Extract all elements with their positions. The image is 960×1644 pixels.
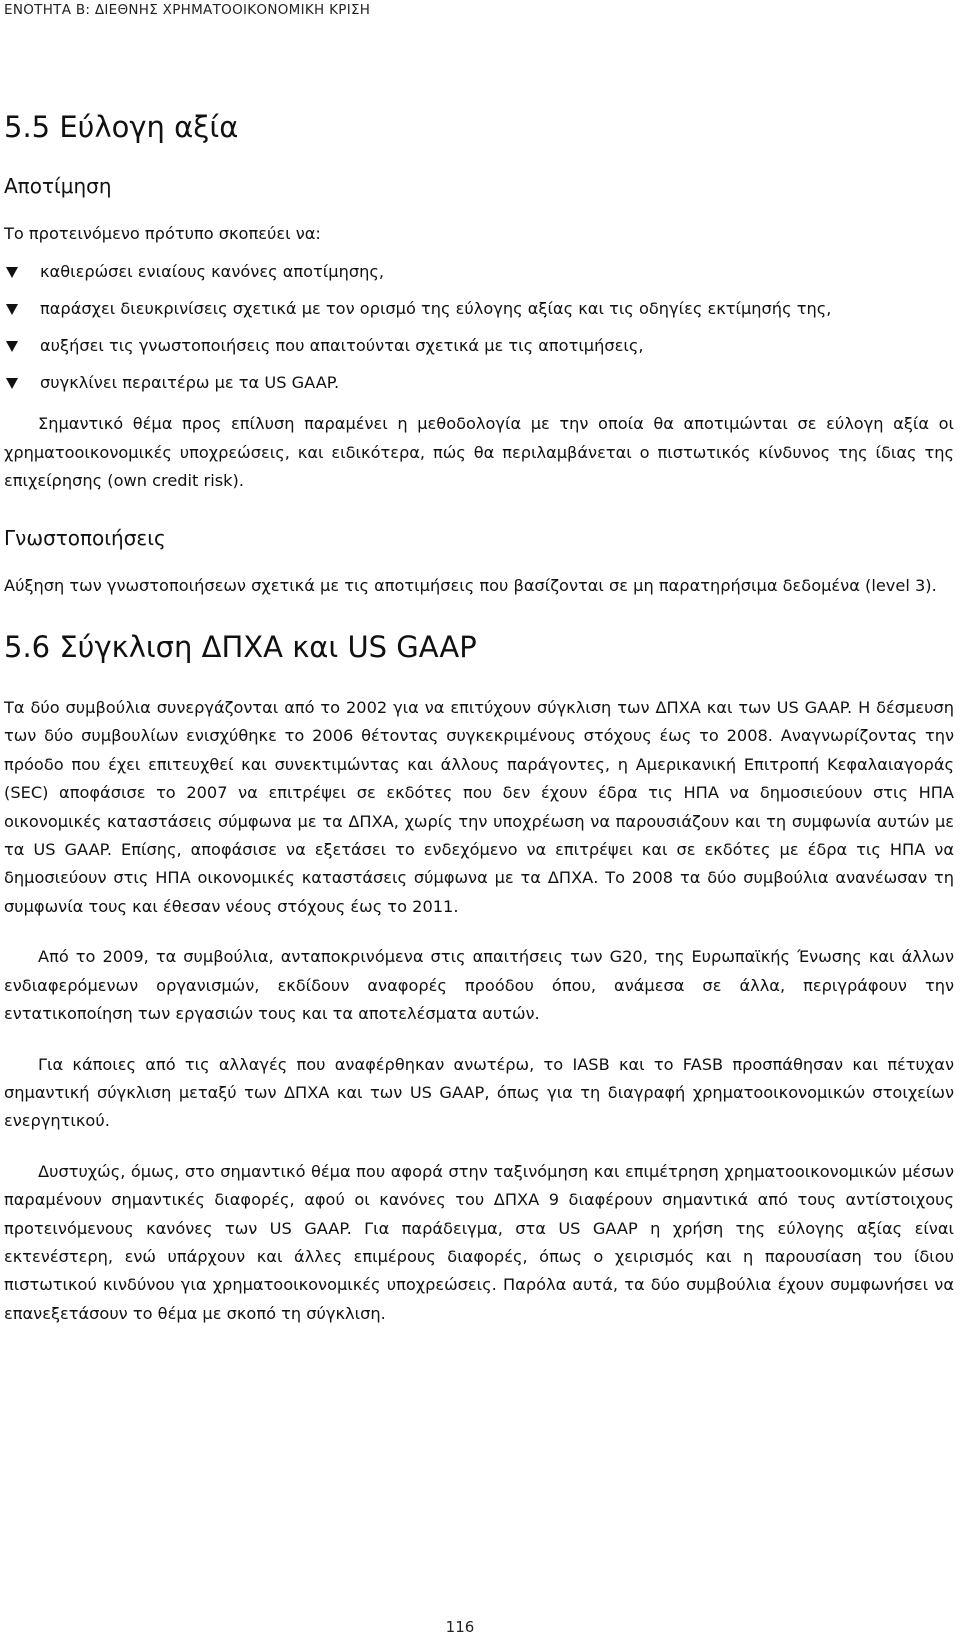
list-item <box>4 299 954 319</box>
section-5-5-title: 5.5 Εύλογη αξία <box>4 110 239 144</box>
list-item <box>4 336 954 356</box>
bullet-text: αυξήσει τις γνωστοποιήσεις που απαιτούνται σχετικά με τις αποτιμήσεις, <box>40 336 644 356</box>
valuation-intro: Το προτεινόμενο πρότυπο σκοπεύει να: <box>4 224 321 243</box>
section-5-6-title: 5.6 Σύγκλιση ΔΠΧΑ και US GAAP <box>4 630 477 665</box>
valuation-bullet-list <box>4 262 954 393</box>
list-item <box>4 373 954 393</box>
convergence-paragraph-3: Για κάποιες από τις αλλαγές που αναφέρθηκαν ανωτέρω, το IASB και το FASB προσπάθησαν και πέτυχαν σημαντική σύγκλιση μεταξύ των ΔΠΧΑ και των US GAAP, όπως για τη διαγραφή χρηματοοικονομικών στοιχείων ενεργητικού. <box>4 1054 954 1131</box>
convergence-paragraph-4: Δυστυχώς, όμως, στο σημαντικό θέμα που αφορά στην ταξινόμηση και επιμέτρηση χρηματοοικονομικών μέσων παραμένουν σημαντικές διαφορές, αφού οι κανόνες του ΔΠΧΑ 9 διαφέρουν σημαντικά από τους αντίστοιχους προτεινόμενους κανόνες των US GAAP. Για παράδειγμα, στα US GAAP η χρήση της εύλογης αξίας είναι εκτενέστερη, ενώ υπάρχουν και άλλες επιμέρους διαφορές, όπως ο χειρισμός και η παρουσίαση του ίδιου πιστωτικού κινδύνου για χρηματοοικονομικές υποχρεώσεις. Παρόλα αυτά, τα δύο συμβούλια έχουν συμφωνήσει να επανεξετάσουν το θέμα με σκοπό τη σύγκλιση. <box>4 1161 954 1323</box>
triangle-bullet-icon <box>6 378 18 389</box>
bullet-text: συγκλίνει περαιτέρω με τα US GAAP. <box>40 373 340 393</box>
bullet-text: καθιερώσει ενιαίους κανόνες αποτίμησης, <box>40 262 385 282</box>
valuation-paragraph: Σημαντικό θέμα προς επίλυση παραμένει η μεθοδολογία με την οποία θα αποτιμώνται σε εύλογη αξία οι χρηματοοικονομικές υποχρεώσεις, και ειδικότερα, πώς θα περιλαμβάνεται ο πιστωτικός κίνδυνος της ίδιας της επιχείρησης (own credit risk). <box>4 414 954 491</box>
page-content <box>4 110 954 1328</box>
triangle-bullet-icon <box>6 267 18 278</box>
convergence-paragraph-1: Τα δύο συμβούλια συνεργάζονται από το 2002 για να επιτύχουν σύγκλιση των ΔΠΧΑ και των US GAAP. Η δέσμευση των δύο συμβουλίων ενισχύθηκε το 2006 θέτοντας συγκεκριμένους στόχους έως το 2008. Αναγνωρίζοντας την πρόοδο που έχει επιτευχθεί και συνεκτιμώντας και άλλους παράγοντες, η Αμερικανική Επιτροπή Κεφαλαιαγοράς (SEC) αποφάσισε το 2007 να επιτρέψει σε εκδότες που δεν έχουν έδρα τις ΗΠΑ να δημοσιεύουν στις ΗΠΑ οικονομικές καταστάσεις σύμφωνα με τα ΔΠΧΑ, χωρίς την υποχρέωση να παρουσιάζουν και τη συμφωνία αυτών με τα US GAAP. Επίσης, αποφάσισε να εξετάσει το ενδεχόμενο να επιτρέψει και σε εκδότες με έδρα τις ΗΠΑ να δημοσιεύουν στις ΗΠΑ οικονομικές καταστάσεις σύμφωνα με τα ΔΠΧΑ. Το 2008 τα δύο συμβούλια ανανέωσαν τη συμφωνία τους και έθεσαν νέους στόχους έως το 2011. <box>4 698 954 916</box>
triangle-bullet-icon <box>6 304 18 315</box>
disclosures-heading: Γνωστοποιήσεις <box>4 525 166 550</box>
bullet-text: παράσχει διευκρινίσεις σχετικά με τον ορισμό της εύλογης αξίας και τις οδηγίες εκτίμησής της, <box>40 299 832 319</box>
convergence-paragraph-2: Από το 2009, τα συμβούλια, ανταποκρινόμενα στις απαιτήσεις των G20, της Ευρωπαϊκής Ένωσης και άλλων ενδιαφερόμενων οργανισμών, εκδίδουν αναφορές προόδου όπου, ανάμεσα σε άλλα, περιγράφουν την εντατικοποίηση των εργασιών τους και τα αποτελέσματα αυτών. <box>4 947 954 1024</box>
page-number: 116 <box>445 1618 475 1636</box>
disclosures-paragraph: Αύξηση των γνωστοποιήσεων σχετικά με τις αποτιμήσεις που βασίζονται σε μη παρατηρήσιμα δεδομένα (level 3). <box>4 575 937 595</box>
running-header: ΕΝΟΤΗΤΑ Β: ΔΙΕΘΝΗΣ ΧΡΗΜΑΤΟΟΙΚΟΝΟΜΙΚΗ ΚΡΙΣΗ <box>4 2 371 18</box>
list-item <box>4 262 954 282</box>
valuation-heading: Αποτίμηση <box>4 174 112 198</box>
triangle-bullet-icon <box>6 341 18 352</box>
